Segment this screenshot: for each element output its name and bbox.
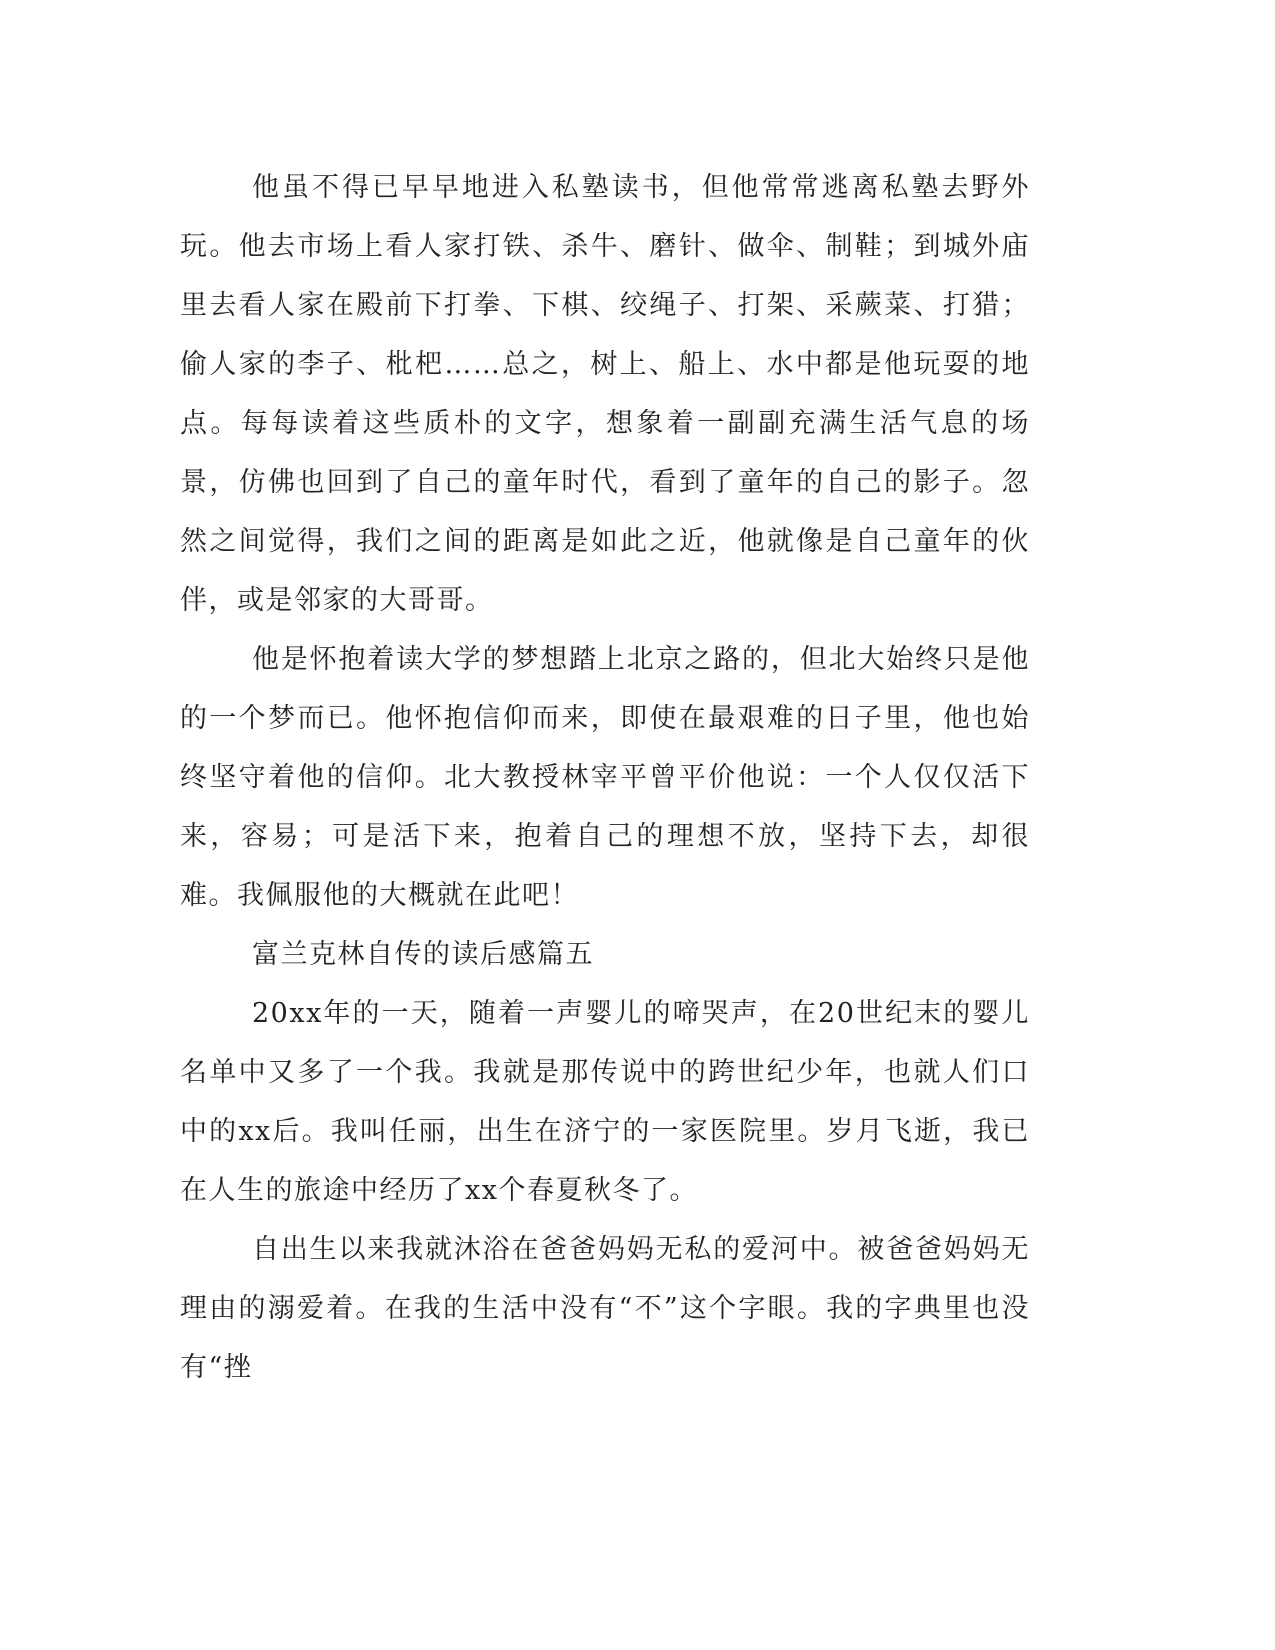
document-body (180, 158, 1030, 1397)
section-heading: 富兰克林自传的读后感篇五 (252, 939, 594, 970)
paragraph-birth: 20xx年的一天，随着一声婴儿的啼哭声，在20世纪末的婴儿名单中又多了一个我。我就是那传说中的跨世纪少年，也就人们口中的xx后。我叫任丽，出生在济宁的一家医院里。岁月飞逝，我已在人生的旅途中经历了xx个春夏秋冬了。 (180, 998, 1030, 1206)
paragraph-childhood: 他虽不得已早早地进入私塾读书，但他常常逃离私塾去野外玩。他去市场上看人家打铁、杀牛、磨针、做伞、制鞋；到城外庙里去看人家在殿前下打拳、下棋、绞绳子、打架、采蕨菜、打猎；偷人家的李子、枇杷……总之，树上、船上、水中都是他玩耍的地点。每每读着这些质朴的文字，想象着一副副充满生活气息的场景，仿佛也回到了自己的童年时代，看到了童年的自己的影子。忽然之间觉得，我们之间的距离是如此之近，他就像是自己童年的伙伴，或是邻家的大哥哥。 (180, 172, 1030, 616)
paragraph-parents: 自出生以来我就沐浴在爸爸妈妈无私的爱河中。被爸爸妈妈无理由的溺爱着。在我的生活中没有“不”这个字眼。我的字典里也没有“挫 (180, 1234, 1030, 1383)
paragraph-beijing: 他是怀抱着读大学的梦想踏上北京之路的，但北大始终只是他的一个梦而已。他怀抱信仰而来，即使在最艰难的日子里，他也始终坚守着他的信仰。北大教授林宰平曾平价他说：一个人仅仅活下来，容易；可是活下来，抱着自己的理想不放，坚持下去，却很难。我佩服他的大概就在此吧！ (180, 644, 1030, 911)
